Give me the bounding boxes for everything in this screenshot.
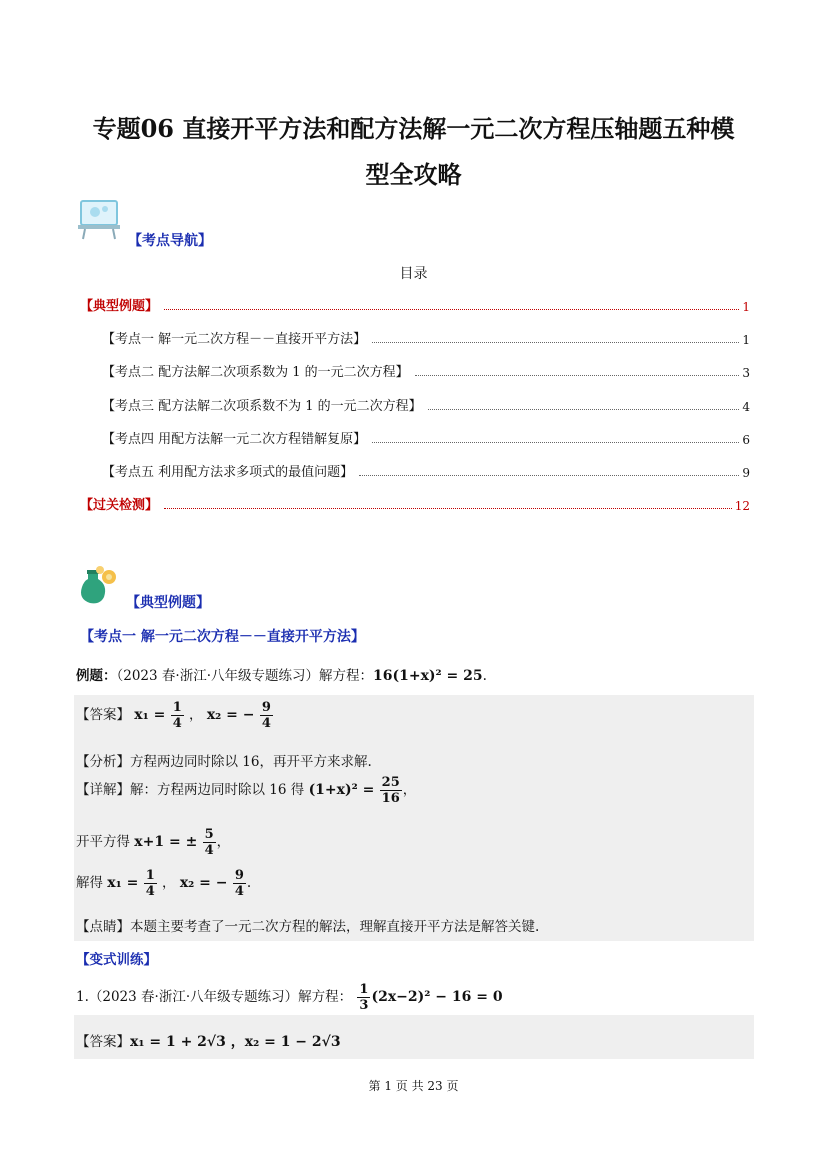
answer-x2-fraction: $\frac{9}{4}$ xyxy=(261,700,271,731)
toc-item-page: 1 xyxy=(742,300,750,314)
solution-box xyxy=(74,695,754,941)
title-line-2: 型全攻略 xyxy=(365,160,462,189)
toc-item-page: 12 xyxy=(734,499,750,513)
toc-item-kaodian-1[interactable] xyxy=(102,329,750,347)
analysis-tag: 【分析】 xyxy=(76,754,130,770)
toc-item-page: 9 xyxy=(742,466,750,480)
toc-title: 目录 xyxy=(399,266,428,282)
detail-eq: (1+x)² = xyxy=(308,782,375,798)
variant-question xyxy=(76,982,503,1013)
title-line-1: 专题06 直接开平方法和配方法解一元二次方程压轴题五种模 xyxy=(92,114,735,143)
toc-leader xyxy=(372,442,739,443)
detail-line xyxy=(76,775,416,806)
answer-sep: ， xyxy=(189,707,203,723)
chalkboard-icon xyxy=(77,198,123,240)
step2-text: 开平方得 xyxy=(76,834,130,850)
toc-leader xyxy=(415,375,740,376)
section-label: 【典型例题】 xyxy=(126,595,210,611)
toc-item-page: 6 xyxy=(742,433,750,447)
analysis-text: 方程两边同时除以 16，再开平方来求解. xyxy=(130,754,372,770)
variant-q1-equation: (2x−2)² − 16 = 0 xyxy=(371,989,503,1005)
toc-item-label: 【考点五 利用配方法求多项式的最值问题】 xyxy=(102,465,354,480)
variant-q1-fraction: $\frac{1}{3}$ xyxy=(359,982,369,1013)
toc-item-typical-examples[interactable] xyxy=(80,296,750,314)
example-question xyxy=(76,664,487,684)
toc-item-label: 【考点二 配方法解二次项系数为 1 的一元二次方程】 xyxy=(102,365,409,380)
toc-leader xyxy=(428,409,740,410)
kaodian-heading: 【考点一 解一元二次方程－－直接开平方法】 xyxy=(80,629,365,645)
answer-tag: 【答案】 xyxy=(76,707,130,723)
example-equation: 16(1+x)² = 25 xyxy=(372,668,483,684)
toc-item-label: 【考点三 配方法解二次项系数不为 1 的一元二次方程】 xyxy=(102,399,422,414)
step2-line xyxy=(76,827,230,858)
answer-x1-fraction: $\frac{1}{4}$ xyxy=(172,700,182,731)
step2-eq: x+1 = ± xyxy=(134,834,198,850)
example-end: . xyxy=(482,668,487,684)
analysis-line xyxy=(76,750,372,770)
variant-answer-tag: 【答案】 xyxy=(76,1034,130,1050)
variant-heading: 【变式训练】 xyxy=(76,952,157,968)
page-title xyxy=(60,106,767,198)
toc-leader xyxy=(359,475,739,476)
step3-text: 解得 xyxy=(76,875,103,891)
step3-line xyxy=(76,868,251,899)
step3-x2-fraction: $\frac{9}{4}$ xyxy=(234,868,244,899)
step3-x1: x₁ = xyxy=(107,875,139,891)
example-prefix: 例题： xyxy=(76,668,117,684)
step3-sep: ， xyxy=(162,875,176,891)
vase-icon xyxy=(76,563,120,607)
step3-x2: x₂ = − xyxy=(179,875,228,891)
variant-answer-text: x₁ = 1 + 2√3 ，x₂ = 1 − 2√3 xyxy=(130,1034,341,1050)
detail-fraction: $\frac{25}{16}$ xyxy=(381,775,400,806)
answer-x2: x₂ = − xyxy=(206,707,255,723)
toc-item-kaodian-5[interactable] xyxy=(102,462,750,480)
comment-tag: 【点睛】 xyxy=(76,919,130,935)
toc-item-page: 1 xyxy=(742,333,750,347)
detail-tag: 【详解】 xyxy=(76,782,130,798)
toc-item-checkpoint[interactable] xyxy=(80,495,750,513)
page-footer: 第 1 页 共 23 页 xyxy=(368,1079,459,1093)
toc-item-page: 4 xyxy=(742,400,750,414)
variant-answer-line xyxy=(76,1030,341,1051)
example-source: （2023 春·浙江·八年级专题练习）解方程： xyxy=(116,668,373,684)
toc-item-label: 【考点一 解一元二次方程－－直接开平方法】 xyxy=(102,332,367,347)
toc-leader xyxy=(164,309,739,310)
comment-line xyxy=(76,915,539,935)
detail-eq-end: ， xyxy=(402,782,417,798)
toc-leader xyxy=(164,508,732,509)
variant-q1-prefix: 1.（2023 春·浙江·八年级专题练习）解方程： xyxy=(76,989,353,1005)
toc-item-page: 3 xyxy=(742,366,750,380)
step2-end: ， xyxy=(216,834,231,850)
step3-end: . xyxy=(246,875,252,891)
answer-x1: x₁ = xyxy=(134,707,166,723)
step3-x1-fraction: $\frac{1}{4}$ xyxy=(145,868,155,899)
toc-item-kaodian-2[interactable] xyxy=(102,362,750,380)
toc-item-label: 【典型例题】 xyxy=(80,299,159,314)
detail-text: 解：方程两边同时除以 16 得 xyxy=(130,782,305,798)
nav-label: 【考点导航】 xyxy=(128,233,212,249)
step2-fraction: $\frac{5}{4}$ xyxy=(204,827,214,858)
toc-item-kaodian-4[interactable] xyxy=(102,429,750,447)
comment-text: 本题主要考查了一元二次方程的解法，理解直接开平方法是解答关键. xyxy=(130,919,540,935)
toc-item-label: 【过关检测】 xyxy=(80,498,159,513)
toc-item-kaodian-3[interactable] xyxy=(102,396,750,414)
toc-leader xyxy=(372,342,739,343)
toc-item-label: 【考点四 用配方法解一元二次方程错解复原】 xyxy=(102,432,367,447)
answer-line xyxy=(76,700,274,731)
